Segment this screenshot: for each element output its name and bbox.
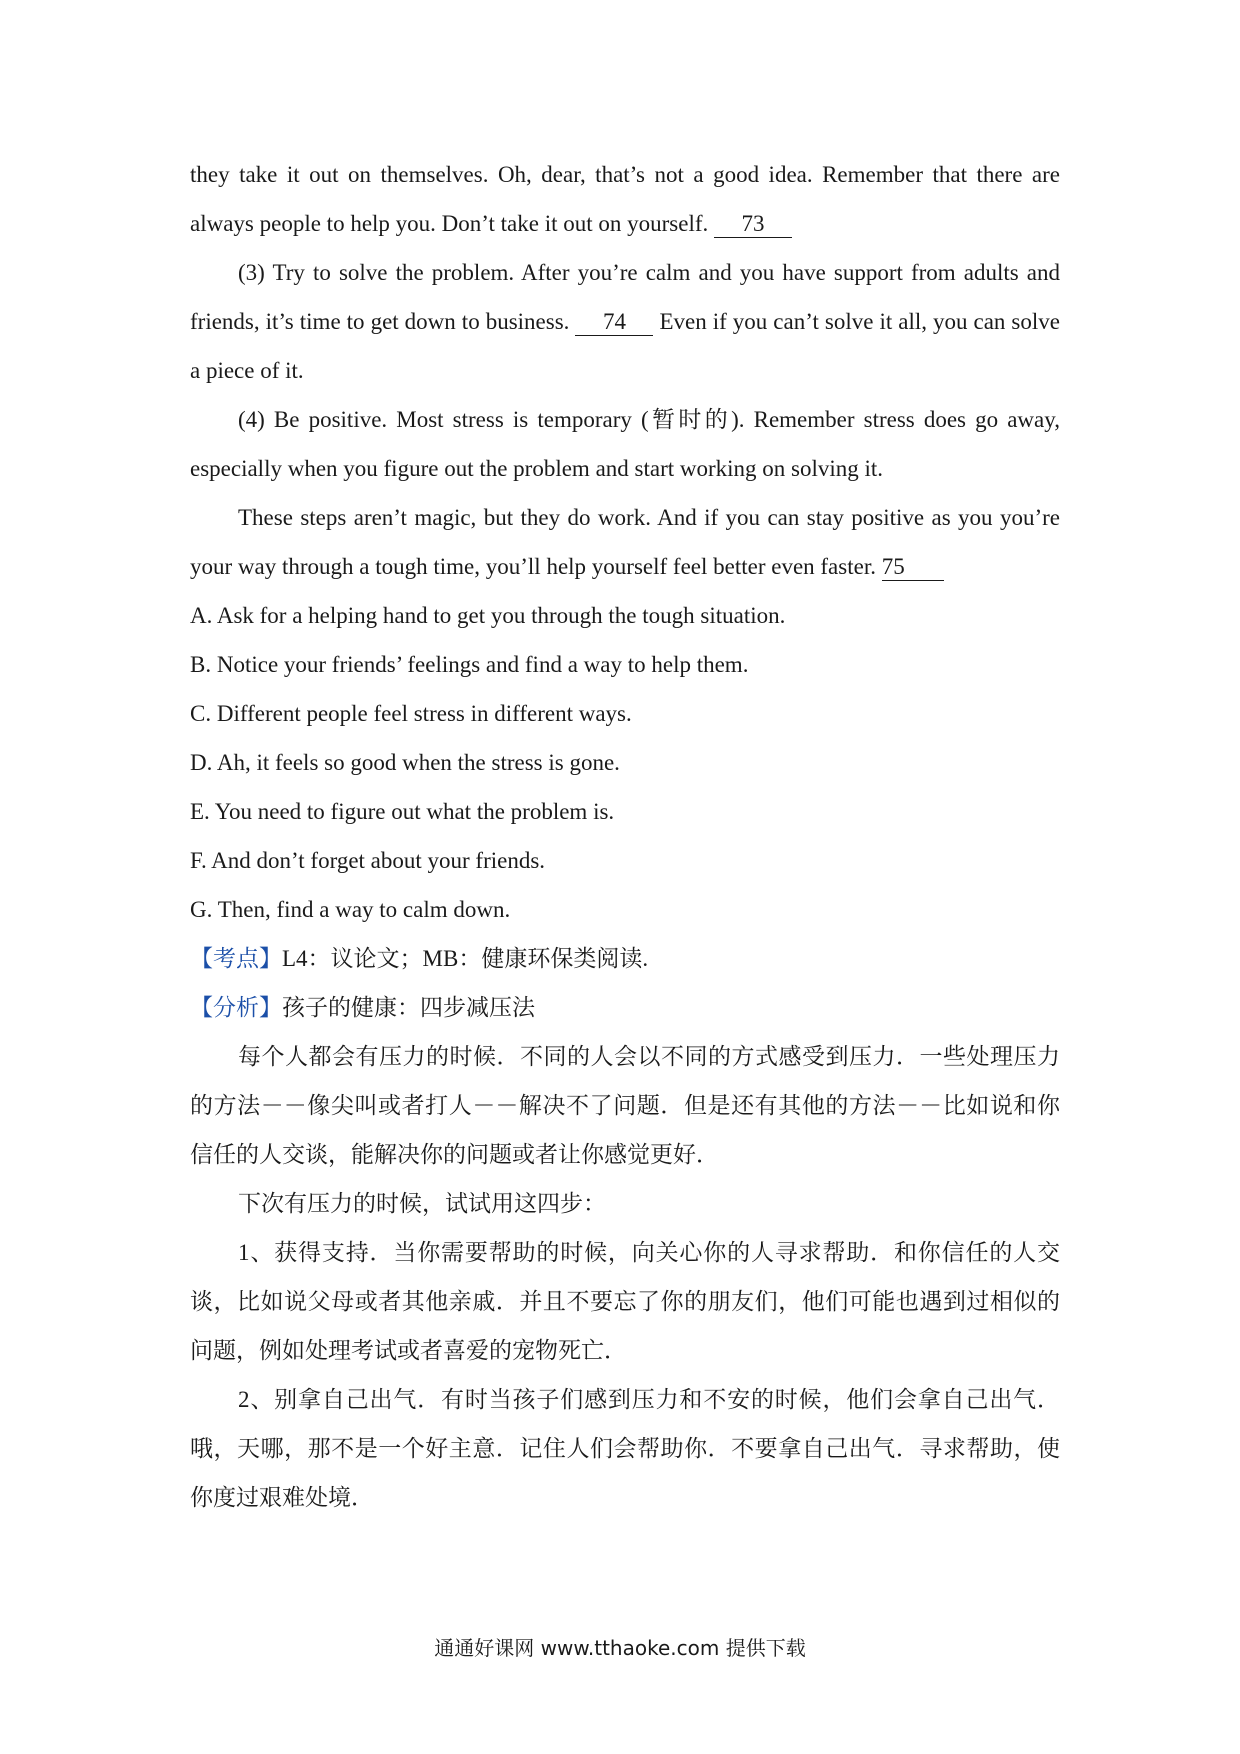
passage-paragraph-2: (3) Try to solve the problem. After you’re calm and you have support from adults and friends, it’s time to get down to business. 74 Even if you can’t solve it all, you can solve a piece of it. bbox=[190, 260, 1060, 383]
option-e: E. You need to figure out what the problem is. bbox=[190, 799, 615, 824]
option-a: A. Ask for a helping hand to get you through the tough situation. bbox=[190, 603, 786, 628]
fenxi-line: 【分析】孩子的健康：四步减压法 bbox=[190, 995, 535, 1020]
fenxi-tag: 【分析】 bbox=[190, 995, 282, 1020]
option-g: G. Then, find a way to calm down. bbox=[190, 897, 511, 922]
passage-paragraph-3: (4) Be positive. Most stress is temporary (暂时的). Remember stress does go away, especially when you figure out the problem and start working on solving it. bbox=[190, 407, 1060, 481]
passage-paragraph-4: These steps aren’t magic, but they do work. And if you can stay positive as you you’re your way through a tough time, you’ll help yourself feel better even faster. 75 bbox=[190, 505, 1060, 579]
analysis-paragraph-2: 下次有压力的时候，试试用这四步： bbox=[238, 1191, 606, 1216]
blank-75: 75 bbox=[882, 554, 944, 581]
analysis-paragraph-1: 每个人都会有压力的时候．不同的人会以不同的方式感受到压力．一些处理压力的方法－－像尖叫或者打人－－解决不了问题．但是还有其他的方法－－比如说和你信任的人交谈，能解决你的问题或者让你感觉更好． bbox=[190, 1044, 1060, 1167]
kaodian-tag: 【考点】 bbox=[190, 946, 282, 971]
blank-74: 74 bbox=[575, 309, 653, 336]
analysis-paragraph-4: 2、别拿自己出气．有时当孩子们感到压力和不安的时候，他们会拿自己出气．哦，天哪，那不是一个好主意．记住人们会帮助你．不要拿自己出气．寻求帮助，使你度过艰难处境． bbox=[190, 1387, 1060, 1510]
option-d: D. Ah, it feels so good when the stress is gone. bbox=[190, 750, 620, 775]
blank-73: 73 bbox=[714, 211, 792, 238]
page-footer: 通通好课网 www.tthaoke.com 提供下载 bbox=[434, 1636, 806, 1660]
kaodian-line: 【考点】L4：议论文；MB：健康环保类阅读. bbox=[190, 946, 649, 971]
option-b: B. Notice your friends’ feelings and find a way to help them. bbox=[190, 652, 749, 677]
page-content bbox=[190, 150, 1060, 1522]
passage-paragraph-1: they take it out on themselves. Oh, dear, that’s not a good idea. Remember that there are always people to help you. Don’t take it out on yourself. 73 bbox=[190, 162, 1060, 236]
option-c: C. Different people feel stress in different ways. bbox=[190, 701, 632, 726]
analysis-paragraph-3: 1、获得支持．当你需要帮助的时候，向关心你的人寻求帮助．和你信任的人交谈，比如说父母或者其他亲戚．并且不要忘了你的朋友们，他们可能也遇到过相似的问题，例如处理考试或者喜爱的宠物死亡． bbox=[190, 1240, 1060, 1363]
options-list bbox=[190, 591, 1060, 934]
option-f: F. And don’t forget about your friends. bbox=[190, 848, 546, 873]
